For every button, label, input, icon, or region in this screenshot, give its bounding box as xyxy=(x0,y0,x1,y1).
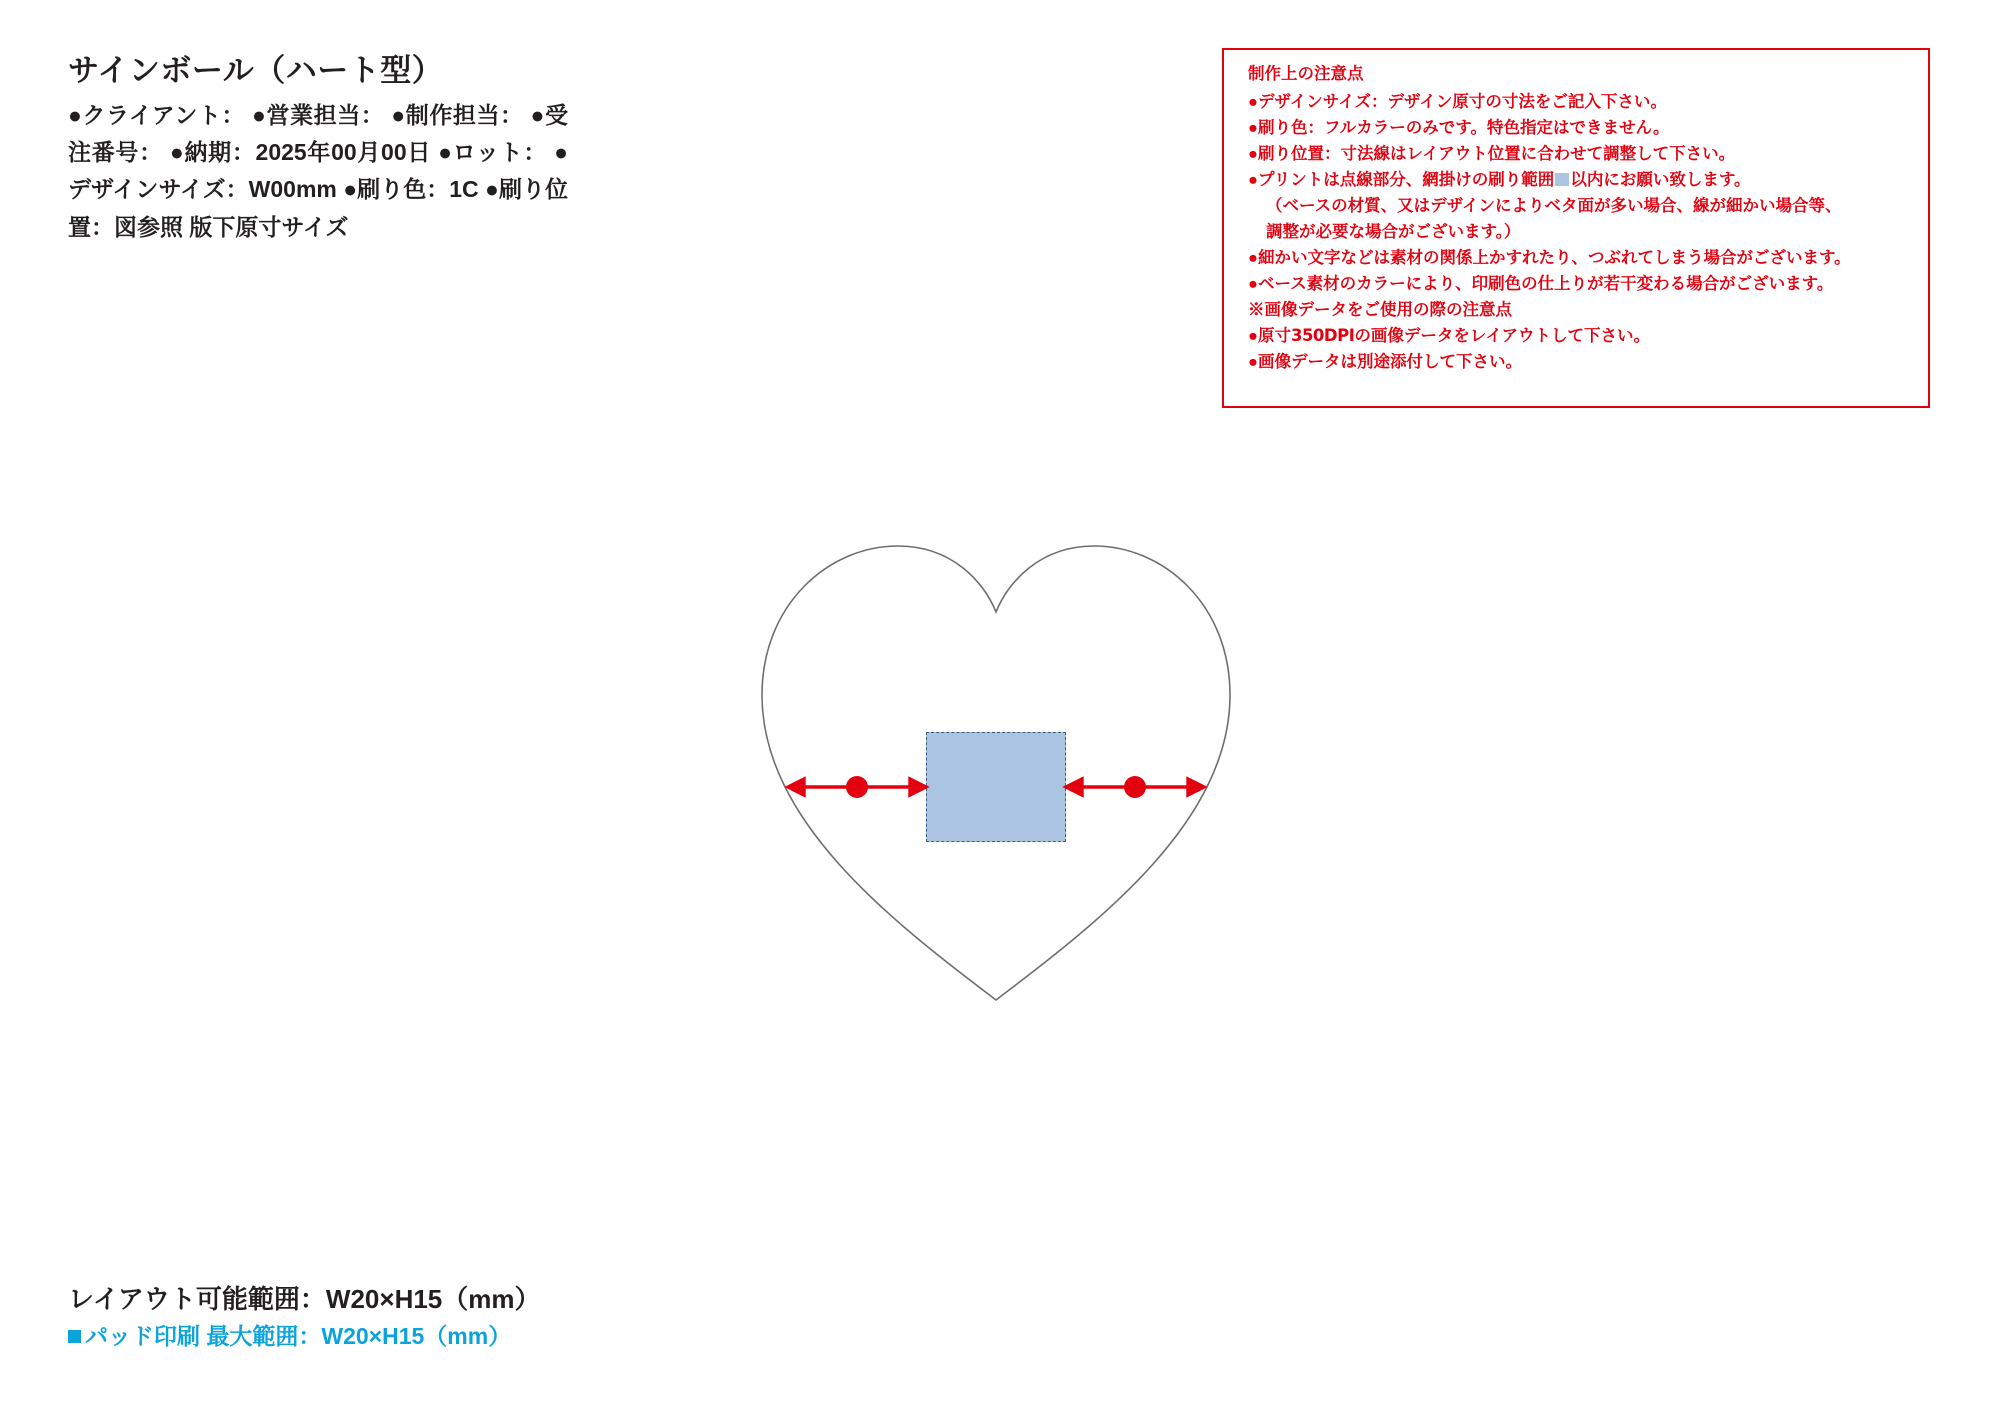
spec-text: ●クライアント： ●営業担当： ●制作担当： ●受注番号： ●納期：2025年00月00日 ●ロット： ●デザインサイズ：W00mm ●刷り色：1C ●刷り位置：図参照 版下原寸サイズ xyxy=(68,101,568,240)
notice-line-indent: （ベースの材質、又はデザインによりベタ面が多い場合、線が細かい場合等、 xyxy=(1266,197,1842,215)
layout-range-caption: レイアウト可能範囲：W20×H15（mm） xyxy=(68,1284,541,1314)
print-area-swatch-icon xyxy=(1555,173,1569,186)
notice-line-print-area xyxy=(1248,167,1912,193)
dpi-pre: ●原寸 xyxy=(1248,327,1291,346)
notice-line: ●ベース素材のカラーにより、印刷色の仕上りが若干変わる場合がございます。 xyxy=(1248,275,1834,294)
caption-block xyxy=(68,1282,968,1352)
pad-print-caption xyxy=(68,1321,968,1352)
notice-heading: 制作上の注意点 xyxy=(1248,65,1364,83)
notice-line-indent: 調整が必要な場合がございます。） xyxy=(1266,223,1521,242)
square-bullet-icon xyxy=(68,1330,81,1343)
notice-content xyxy=(1224,50,1928,375)
notice-line: ●細かい文字などは素材の関係上かすれたり、つぶれてしまう場合がございます。 xyxy=(1248,249,1851,268)
dpi-post: の画像データをレイアウトして下さい。 xyxy=(1354,327,1651,346)
dimension-arrows xyxy=(740,520,1260,1020)
notice-print-post: 以内にお願い致します。 xyxy=(1570,170,1751,189)
notice-print-pre: ●プリントは点線部分、網掛けの刷り範囲 xyxy=(1248,170,1555,189)
page-title: サインボール（ハート型） xyxy=(68,53,444,88)
notice-line: ●デザインサイズ：デザイン原寸の寸法をご記入下さい。 xyxy=(1248,92,1667,111)
title-block xyxy=(68,52,568,246)
notice-line: ●刷り色：フルカラーのみです。特色指定はできません。 xyxy=(1248,118,1670,137)
notice-line: ※画像データをご使用の際の注意点 xyxy=(1248,301,1512,320)
notice-box xyxy=(1222,48,1930,408)
notice-line: ●刷り位置：寸法線はレイアウト位置に合わせて調整して下さい。 xyxy=(1248,144,1736,163)
dpi-value: 350DPI xyxy=(1290,326,1355,346)
product-diagram xyxy=(740,520,1260,1020)
notice-line: ●画像データは別途添付して下さい。 xyxy=(1248,353,1522,372)
notice-line-dpi xyxy=(1248,323,1912,349)
pad-print-label: パッド印刷 最大範囲：W20×H15（mm） xyxy=(85,1323,512,1350)
